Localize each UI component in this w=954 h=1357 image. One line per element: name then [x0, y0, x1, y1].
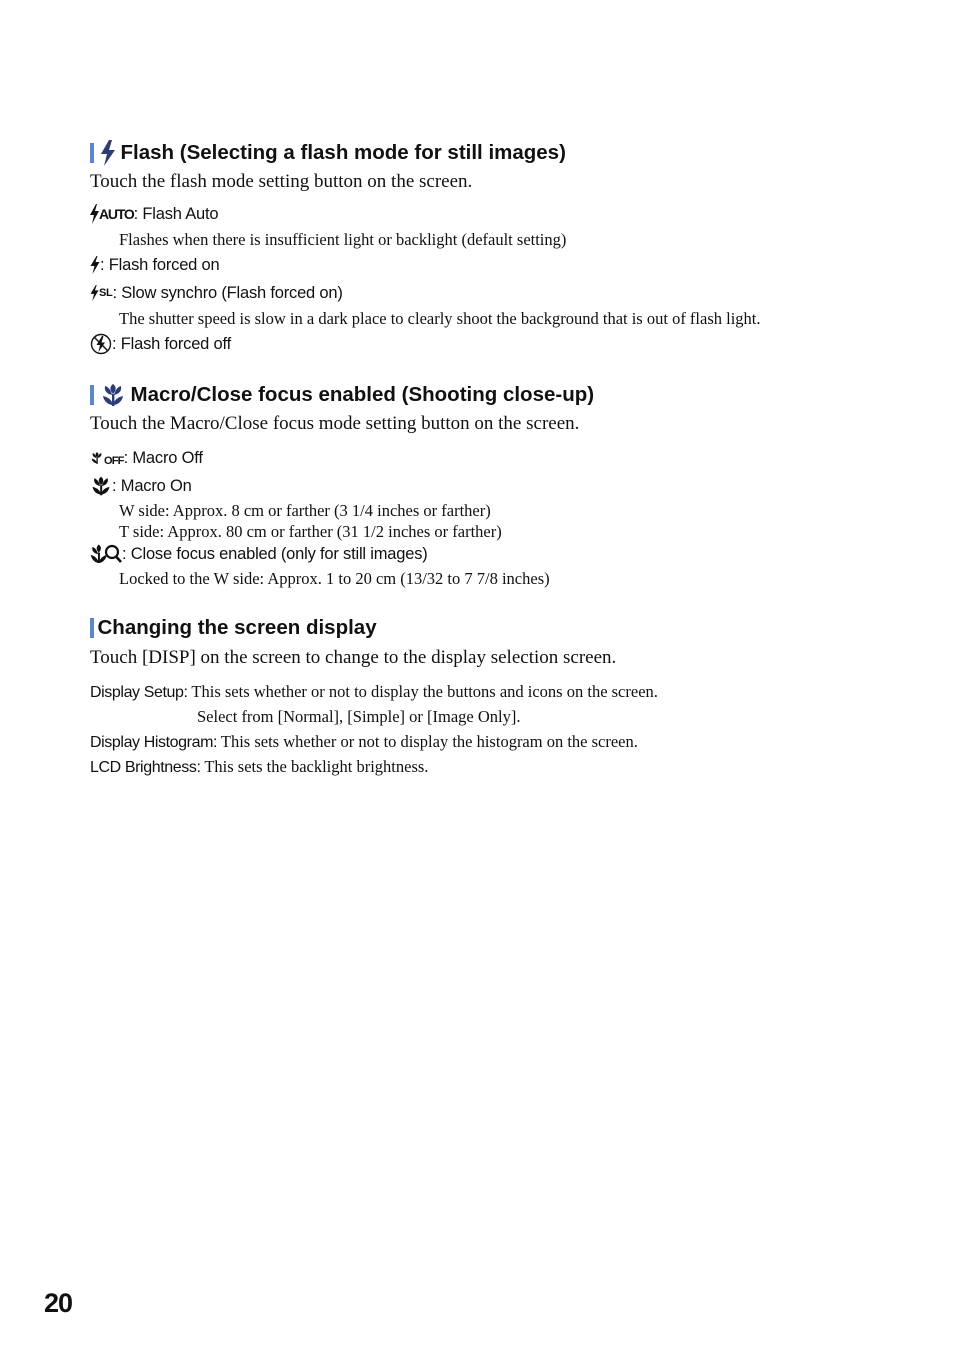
macro-on-row: [90, 474, 890, 498]
macro-on-icon: [90, 475, 112, 497]
flash-slow-label: : Slow synchro (Flash forced on): [112, 284, 343, 302]
flash-icon: [100, 140, 116, 166]
macro-off-icon: OFF: [90, 443, 124, 473]
flash-on-row: [90, 253, 890, 277]
lcd-brightness-label: LCD Brightness:: [90, 759, 201, 776]
display-setup-label: Display Setup:: [90, 684, 188, 701]
flash-auto-desc: Flashes when there is insufficient light or backlight (default setting): [119, 230, 567, 249]
lcd-brightness-desc: This sets the backlight brightness.: [200, 757, 429, 776]
display-histogram-row: [90, 729, 890, 754]
flash-auto-label: : Flash Auto: [133, 205, 219, 223]
macro-off-label: : Macro Off: [123, 449, 203, 467]
flash-heading-text: Flash (Selecting a flash mode for still images): [120, 141, 566, 164]
close-focus-row: [90, 542, 890, 566]
macro-heading: [90, 382, 890, 408]
display-setup-row: [90, 679, 890, 704]
macro-section: [90, 382, 890, 589]
display-section: [90, 615, 890, 779]
display-heading-text: Changing the screen display: [97, 616, 377, 639]
flash-slow-row: [90, 281, 890, 305]
flash-auto-icon: AUTO: [90, 202, 134, 226]
section-accent-bar: [90, 385, 94, 405]
display-intro: Touch [DISP] on the screen to change to the display selection screen.: [90, 647, 617, 668]
close-focus-label: : Close focus enabled (only for still images): [122, 545, 428, 563]
macro-on-desc-t: T side: Approx. 80 cm or farther (31 1/2 inches or farther): [119, 522, 502, 541]
flash-heading: [90, 140, 890, 166]
page-number: 20: [44, 1288, 73, 1318]
close-focus-desc: Locked to the W side: Approx. 1 to 20 cm (13/32 to 7 7/8 inches): [119, 569, 550, 588]
flash-auto-row: [90, 202, 890, 226]
display-setup-row-2: [90, 704, 890, 729]
flash-off-icon: [90, 333, 112, 355]
display-setup-desc: This sets whether or not to display the buttons and icons on the screen.: [187, 682, 658, 701]
macro-on-label: : Macro On: [112, 477, 192, 495]
section-accent-bar: [90, 143, 94, 163]
macro-heading-text: Macro/Close focus enabled (Shooting close-up): [130, 383, 595, 406]
close-focus-icon: [90, 543, 122, 565]
macro-intro: Touch the Macro/Close focus mode setting button on the screen.: [90, 413, 580, 434]
flash-on-label: : Flash forced on: [100, 256, 220, 274]
display-heading: [90, 615, 890, 641]
display-setup-desc-2: Select from [Normal], [Simple] or [Image Only].: [197, 707, 521, 726]
flash-slow-synchro-icon: SL: [90, 281, 112, 305]
display-histogram-label: Display Histogram:: [90, 734, 218, 751]
macro-on-desc-w: W side: Approx. 8 cm or farther (3 1/4 inches or farther): [119, 501, 491, 520]
macro-icon: [100, 382, 126, 408]
flash-slow-desc: The shutter speed is slow in a dark place to clearly shoot the background that is out of flash light.: [119, 309, 761, 328]
macro-off-row: [90, 446, 890, 470]
flash-off-row: [90, 332, 890, 356]
lcd-brightness-row: [90, 754, 890, 779]
section-accent-bar: [90, 618, 94, 638]
display-histogram-desc: This sets whether or not to display the histogram on the screen.: [217, 732, 638, 751]
flash-intro: Touch the flash mode setting button on the screen.: [90, 171, 473, 192]
flash-on-icon: [90, 256, 100, 274]
flash-section: [90, 140, 890, 356]
flash-off-label: : Flash forced off: [112, 335, 231, 353]
